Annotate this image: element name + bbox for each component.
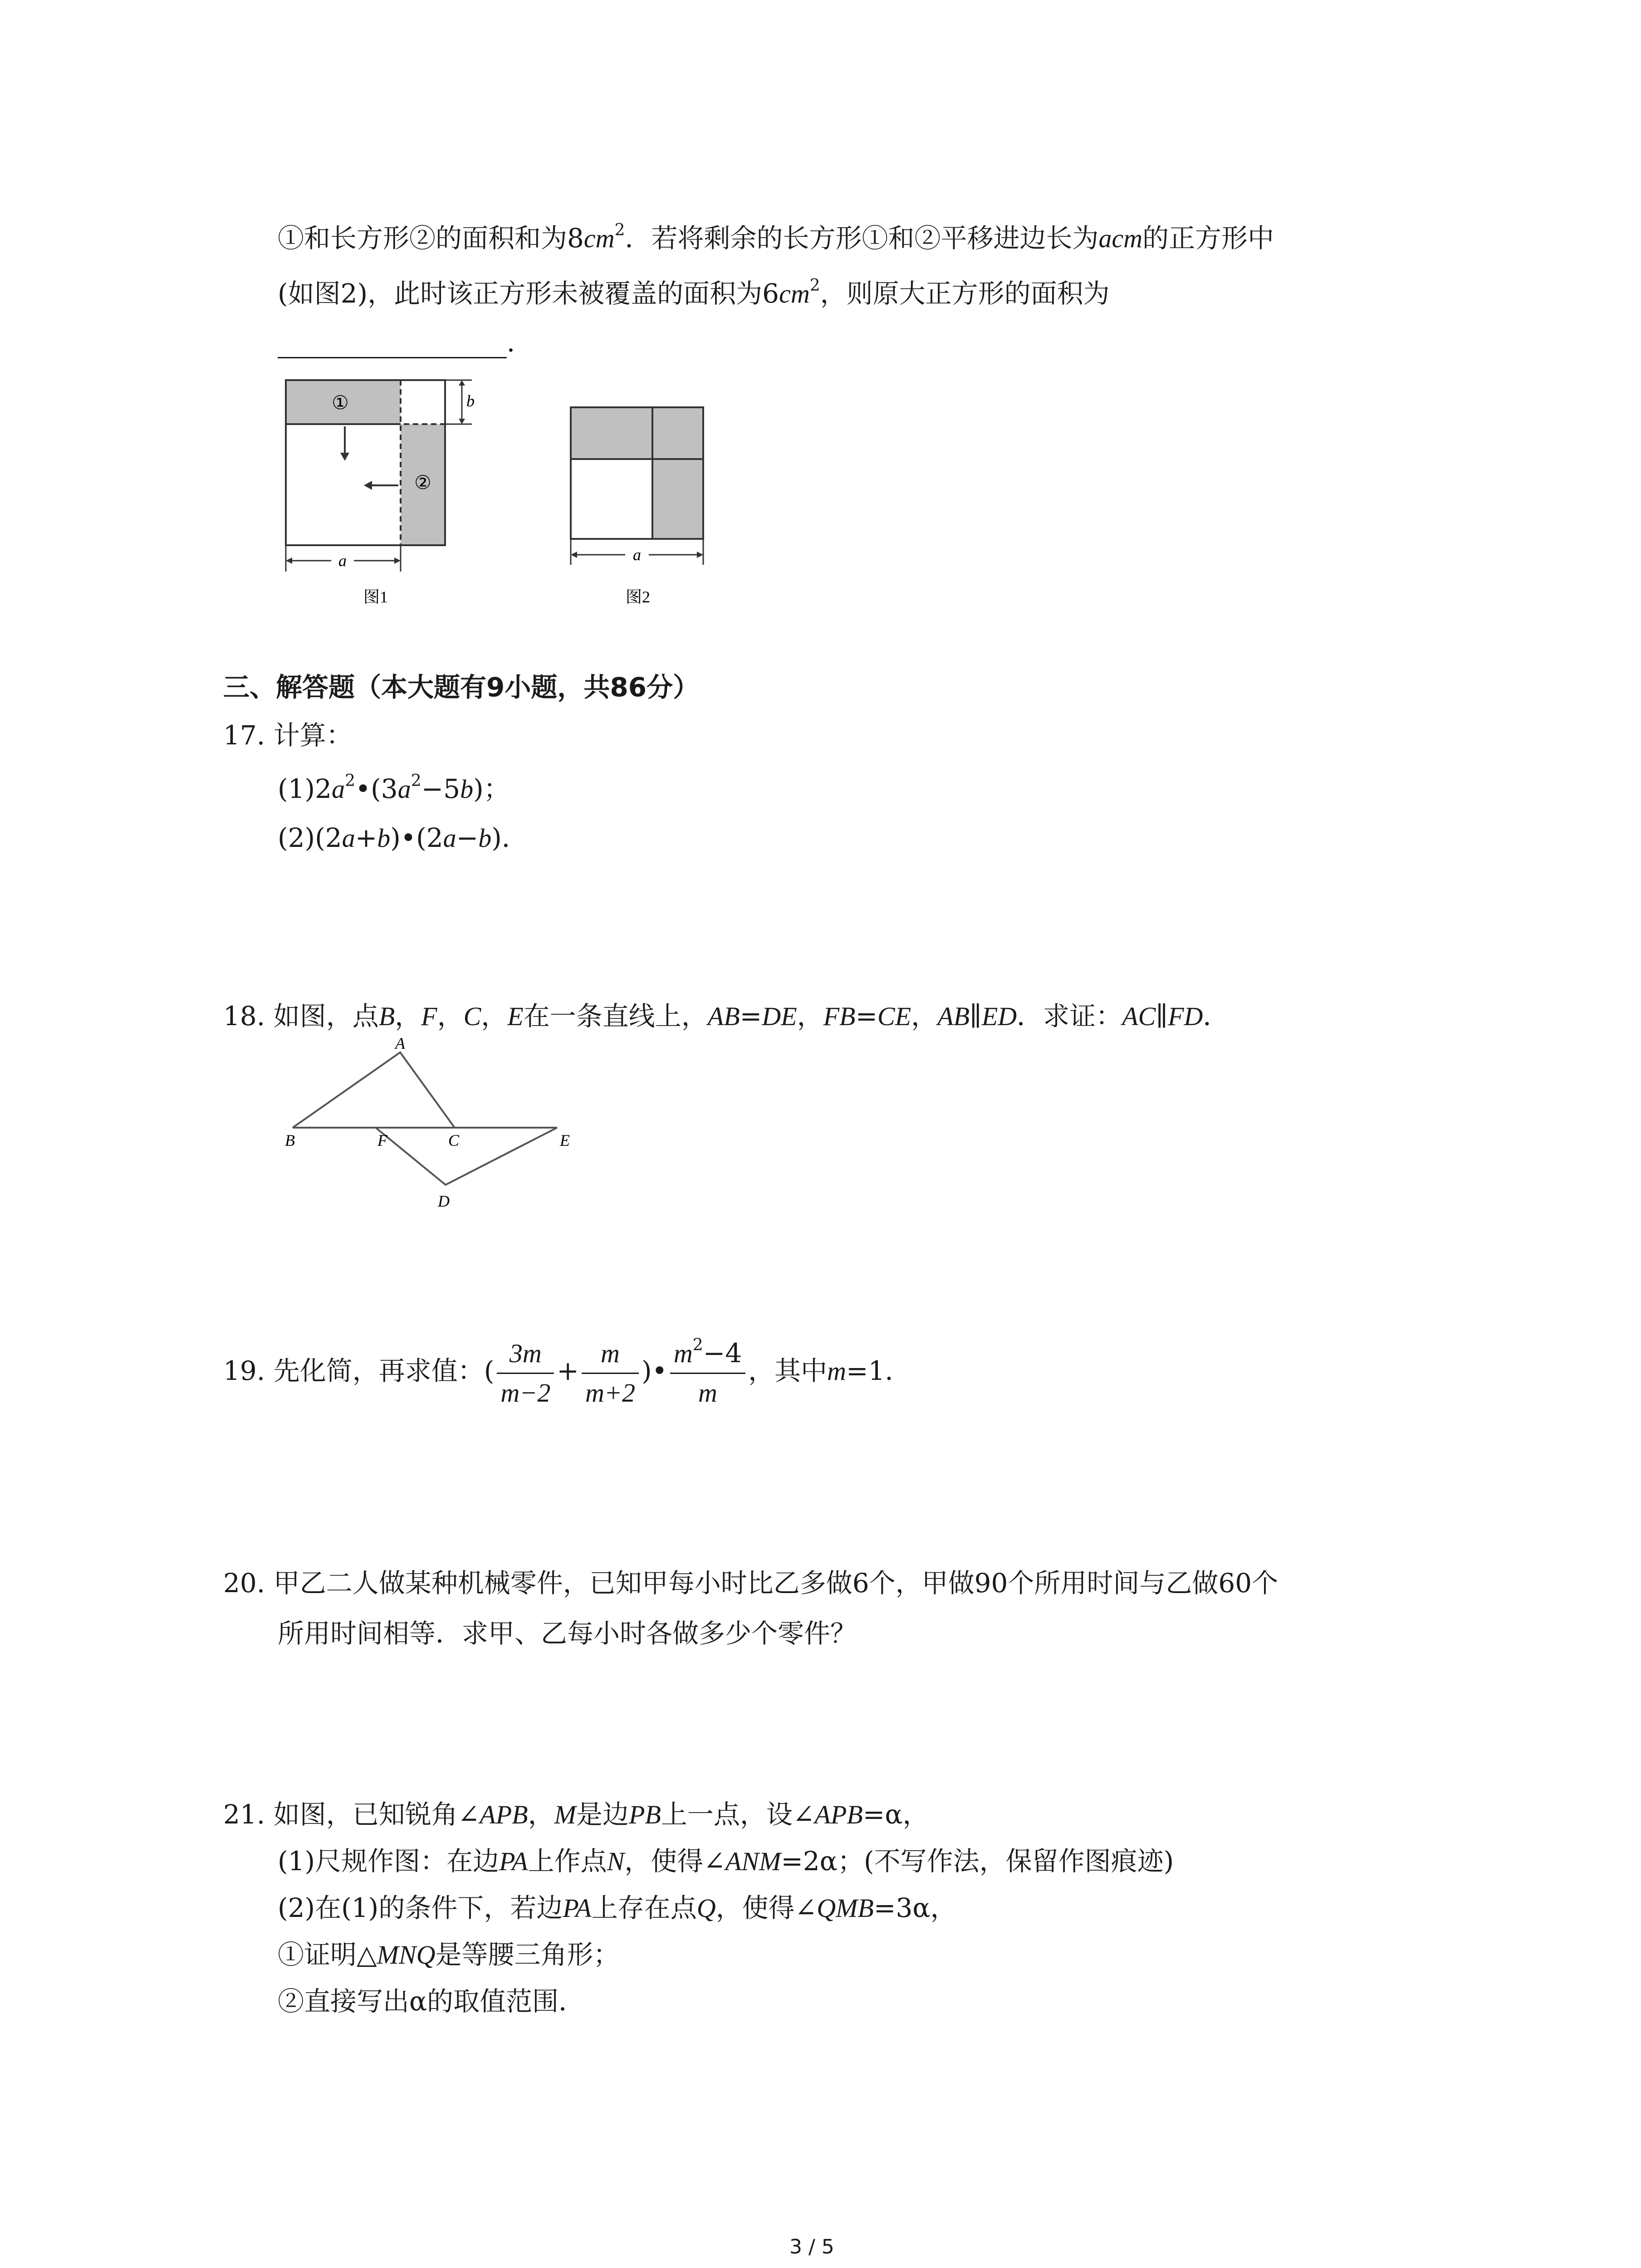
q18-text: [274, 1001, 1230, 1031]
point-C-label: C: [448, 1131, 460, 1149]
q18-text: ，: [395, 1001, 421, 1031]
fig1-label-1: ①: [332, 393, 349, 414]
q16-answer-line: [278, 327, 533, 358]
question-number: 18.: [223, 1001, 265, 1031]
page-number: 3 / 5: [789, 2235, 834, 2258]
q21-line-1: 21. 如图，已知锐角∠APB，M是边PB上一点，设∠APB=α，: [223, 1799, 929, 1830]
q17-stem-text: 计算：: [273, 720, 353, 751]
fraction-1: $\frac{3m}{m-2}$: [497, 1336, 554, 1410]
point-B-label: B: [285, 1131, 295, 1149]
q18-text: =: [740, 1001, 762, 1031]
fig2-caption: 图2: [625, 588, 651, 606]
q18-variable: ED: [981, 1002, 1017, 1031]
section-heading: 三、解答题（本大题有9小题，共86分）: [223, 672, 700, 703]
q18-text: 如图，点: [273, 1001, 379, 1031]
q18-figure: [272, 1034, 590, 1216]
q17-stem: [223, 719, 353, 751]
q18-variable: AB: [707, 1002, 740, 1031]
q18-text: ．: [1203, 1001, 1230, 1031]
q16-unit: cm: [779, 279, 810, 308]
q16-exponent: 2: [614, 221, 625, 240]
question-number: 21.: [223, 1799, 265, 1830]
q18-text: ，: [911, 1001, 938, 1031]
fraction-3: $\frac{m^2-4}{m}$: [670, 1336, 745, 1410]
q17-part-2: (2)(2a+b)•(2a−b)．: [278, 822, 528, 853]
q16-text: ，则原大正方形的面积为: [820, 278, 1110, 309]
q16-text: 的正方形中: [1142, 223, 1274, 254]
q16-variable: a: [1098, 224, 1112, 253]
q16-unit: cm: [583, 224, 615, 253]
q16-text: (如图2)，此时该正方形未被覆盖的面积为: [278, 278, 763, 309]
q18-variable: B: [378, 1002, 395, 1031]
q16-exponent: 2: [809, 276, 820, 295]
q18-stem: [223, 1000, 1229, 1032]
shaded-right: [652, 407, 703, 539]
q18-variable: DE: [762, 1002, 797, 1031]
point-A-label: A: [395, 1034, 405, 1052]
fig1-label-2: ②: [414, 473, 431, 494]
q18-variable: FB: [823, 1002, 856, 1031]
q18-variable: F: [421, 1002, 437, 1031]
q18-text: ∥: [1156, 1001, 1168, 1031]
q17-part-1: $(1)2a^2•(3a^2-5b)$；: [278, 772, 510, 804]
q18-text: =: [855, 1001, 878, 1031]
q16-text: ．若将剩余的长方形①和②平移进边长为: [625, 223, 1099, 254]
fraction-2: $\frac{m}{m+2}$: [582, 1336, 639, 1410]
q18-variable: CE: [877, 1002, 911, 1031]
q21-line-5: ②直接写出α的取值范围．: [278, 1986, 585, 2017]
q18-variable: AC: [1122, 1002, 1156, 1031]
q20-line-1: [223, 1567, 1278, 1599]
q18-text: ，: [437, 1001, 464, 1031]
q18-variable: C: [463, 1002, 481, 1031]
q16-line-2: [278, 278, 1110, 310]
q16-number: 6: [762, 278, 779, 309]
question-number: 17.: [223, 720, 265, 751]
q18-variable: AB: [937, 1002, 970, 1031]
answer-blank[interactable]: [278, 330, 507, 358]
q16-figure-1: [272, 372, 526, 612]
q21-line-4: ①证明△MNQ是等腰三角形；: [278, 1939, 620, 1970]
question-number: 20.: [223, 1568, 265, 1598]
fig2-label-a: a: [633, 546, 641, 564]
point-F-label: F: [377, 1131, 387, 1149]
point-E-label: E: [560, 1131, 570, 1149]
q18-text: ∥: [970, 1001, 982, 1031]
q16-line-1: [278, 222, 1274, 254]
q18-text: ．求证：: [1017, 1001, 1122, 1031]
q16-number: 8: [567, 223, 584, 254]
fig1-label-b: b: [466, 392, 475, 410]
q16-figure-2: [558, 399, 730, 612]
q18-variable: E: [507, 1002, 524, 1031]
q21-line-2: (1)尺规作图：在边PA上作点N，使得∠ANM=2α；(不写作法，保留作图痕迹): [278, 1846, 1174, 1877]
fig1-caption: 图1: [363, 588, 388, 606]
q21-line-3: (2)在(1)的条件下，若边PA上存在点Q，使得∠QMB=3α，: [278, 1892, 957, 1923]
q16-text: ①和长方形②的面积和为: [278, 223, 568, 254]
q19-stem: 19. 先化简，再求值：( $\frac{3m}{m-2}$ + $\frac{m}{m+2}$ )• $\frac{m^2-4}{m}$ ，其中m=1．: [223, 1336, 911, 1410]
q20-line-2: 所用时间相等．求甲、乙每小时各做多少个零件？: [278, 1618, 857, 1649]
q16-period: ．: [507, 327, 534, 358]
q18-text: 在一条直线上，: [523, 1001, 708, 1031]
q18-text: ，: [481, 1001, 508, 1031]
fig1-label-a: a: [338, 552, 347, 570]
point-D-label: D: [438, 1192, 450, 1210]
q16-unit: cm: [1112, 224, 1143, 253]
q20-text: 甲乙二人做某种机械零件，已知甲每小时比乙多做6个，甲做90个所用时间与乙做60个: [273, 1568, 1279, 1598]
question-number: 19.: [223, 1355, 265, 1387]
q18-text: ，: [797, 1001, 823, 1031]
q18-variable: FD: [1168, 1002, 1203, 1031]
